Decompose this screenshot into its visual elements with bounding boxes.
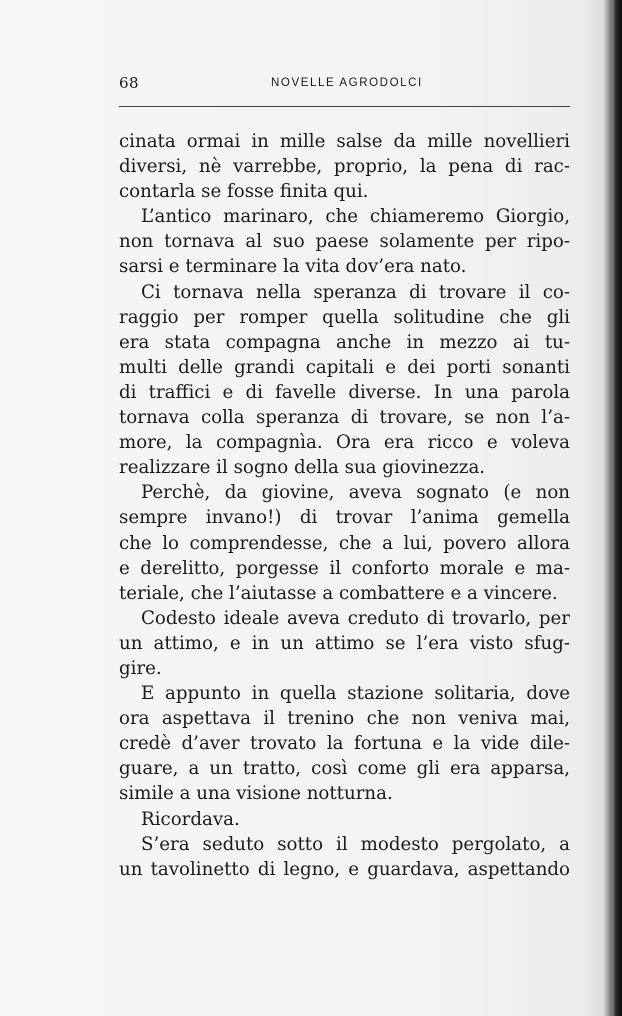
text-line: guare, a un tratto, così come gli era apparsa, [119,758,570,780]
text-line: Codesto ideale aveva creduto di trovarlo, per [141,607,570,629]
text-line: contarla se fosse finita qui. [119,181,369,203]
text-line: ora aspettava il trenino che non veniva mai, [119,708,570,730]
text-line: un tavolinetto di legno, e guardava, aspettando [119,858,570,880]
text-line: era stata compagna anche in mezzo ai tu- [119,331,570,353]
text-line: credè d’aver trovato la fortuna e la vide dile- [119,733,570,755]
text-line: diversi, nè varrebbe, proprio, la pena di rac- [119,156,570,178]
text-line: Ricordava. [141,808,240,830]
page-header [119,70,571,100]
text-line: simile a una visione notturna. [119,783,393,805]
text-line: di traffici e di favelle diverse. In una parola [119,381,570,403]
text-line: gire. [119,657,162,679]
text-line: cinata ormai in mille salse da mille novellieri [119,131,570,152]
text-line: non tornava al suo paese solamente per ripo- [119,231,570,253]
text-line: Ci tornava nella speranza di trovare il co- [141,281,570,303]
running-title: NOVELLE AGRODOLCI [271,77,423,89]
text-line: sempre invano!) di trovar l’anima gemella [119,507,570,529]
text-line: e derelitto, porgesse il conforto morale e ma- [119,557,570,579]
text-line: S’era seduto sotto il modesto pergolato, a [141,833,570,855]
text-line: E appunto in quella stazione solitaria, dove [141,683,570,705]
text-line: raggio per romper quella solitudine che gli [119,306,570,328]
text-line: che lo comprendesse, che a lui, povero allora [119,532,570,554]
text-line: tornava colla speranza di trovare, se non l’a- [119,407,570,429]
text-line: Perchè, da giovine, aveva sognato (e non [141,482,570,504]
page-number: 68 [119,74,140,92]
text-line: un attimo, e in un attimo se l’era visto sfug- [119,632,570,654]
text-line: multi delle grandi capitali e dei porti sonanti [119,356,570,378]
text-line: teriale, che l’aiutasse a combattere e a vincere. [119,582,558,604]
text-line: sarsi e terminare la vita dov’era nato. [119,256,467,278]
text-line: more, la compagnìa. Ora era ricco e voleva [119,432,570,454]
header-rule [119,106,570,107]
body-text [119,129,570,882]
text-line: realizzare il sogno della sua giovinezza. [119,457,486,479]
book-spine-shadow [612,0,622,1016]
text-line: L’antico marinaro, che chiameremo Giorgio, [141,206,570,228]
